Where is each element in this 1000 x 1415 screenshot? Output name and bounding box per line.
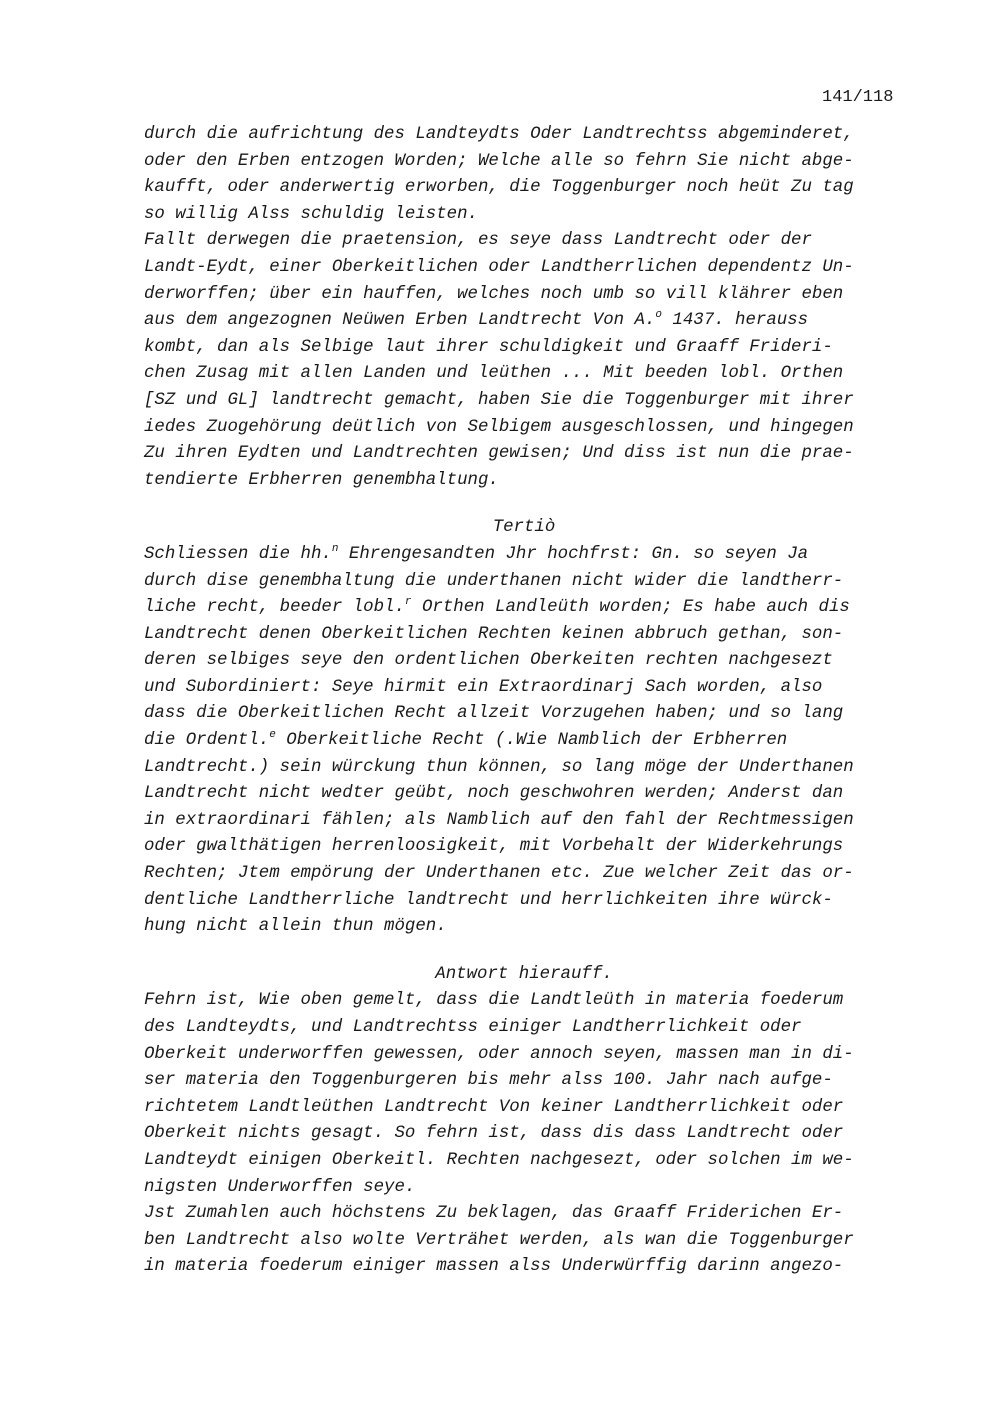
- text-line: Fehrn ist, Wie oben gemelt, dass die Landtleüth in materia foederum: [144, 991, 844, 1011]
- superscript: o: [655, 309, 662, 322]
- paragraph-5: [144, 1201, 934, 1281]
- text-line: Rechten; Jtem empörung der Underthanen etc. Zue welcher Zeit das or-: [144, 864, 854, 884]
- text-line: hung nicht allein thun mögen.: [144, 917, 447, 937]
- text-line: in materia foederum einiger massen alss Underwürffig darinn angezo-: [144, 1257, 844, 1277]
- text-line: Oberkeit underworffen gewessen, oder annoch seyen, massen man in di-: [144, 1044, 854, 1064]
- text-span: Orthen Landleüth worden; Es habe auch dis: [411, 598, 850, 618]
- paragraph-1: [144, 122, 934, 228]
- section-heading-antwort: Antwort hierauff.: [435, 964, 613, 984]
- text-line: Landtrecht nicht wedter geübt, noch geschwohren werden; Anderst dan: [144, 784, 844, 804]
- text-line: Jst Zumahlen auch höchstens Zu beklagen, das Graaff Friderichen Er-: [144, 1204, 844, 1224]
- paragraph-4: [144, 988, 934, 1201]
- text-line: Landtrecht.) sein würckung thun können, so lang möge der Underthanen: [144, 757, 854, 777]
- superscript: r: [404, 596, 412, 609]
- text-line: des Landteydts, und Landtrechtss einiger Landtherrlichkeit oder: [144, 1018, 802, 1037]
- text-line: dentliche Landtherrliche landtrecht und herrlichkeiten ihre würck-: [144, 890, 833, 910]
- page-number: 141/118: [822, 88, 894, 107]
- text-line: [144, 728, 934, 755]
- text-line: ser materia den Toggenburgeren bis mehr alss 100. Jahr nach aufge-: [144, 1071, 833, 1091]
- text-line: Oberkeit nichts gesagt. So fehrn ist, dass dis dass Landtrecht oder: [144, 1124, 844, 1144]
- text-span: liche recht, beeder lobl.: [144, 598, 405, 618]
- text-line: richtetem Landtleüthen Landtrecht Von keiner Landtherrlichkeit oder: [144, 1097, 844, 1117]
- text-line: kaufft, oder anderwertig erworben, die Toggenburger noch heüt Zu tag: [144, 178, 854, 198]
- text-line: [144, 542, 934, 569]
- text-line: [144, 595, 934, 622]
- text-line: deren selbiges seye den ordentlichen Oberkeiten rechten nachgesezt: [144, 651, 833, 671]
- text-line: Landtrecht denen Oberkeitlichen Rechten keinen abbruch gethan, son-: [144, 624, 844, 644]
- text-line: ben Landtrecht also wolte Verträhet werden, als wan die Toggenburger: [144, 1230, 854, 1250]
- superscript: e: [269, 729, 276, 742]
- text-span: Ehrengesandten Jhr hochfrst: Gn. so seyen Ja: [338, 544, 809, 564]
- text-line: durch dise genembhaltung die underthanen nicht wider die landtherr-: [144, 571, 844, 591]
- text-span: Schliessen die hh.: [144, 544, 332, 564]
- section-heading-tertio: Tertiò: [492, 518, 556, 538]
- text-span: Oberkeitliche Recht (.Wie Namblich der Erbherren: [275, 731, 788, 751]
- spacer: [144, 941, 934, 962]
- text-line: derworffen; über ein hauffen, welches noch umb so vill klährer eben: [144, 284, 844, 304]
- text-line: dass die Oberkeitlichen Recht allzeit Vorzugehen haben; und so lang: [144, 704, 844, 724]
- text-line: Landt-Eydt, einer Oberkeitlichen oder Landtherrlichen dependentz Un-: [144, 257, 854, 277]
- text-line: Zu ihren Eydten und Landtrechten gewisen; Und diss ist nun die prae-: [144, 444, 854, 464]
- text-span: aus dem angezognen Neüwen Erben Landtrecht Von A.: [144, 311, 656, 331]
- text-line: und Subordiniert: Seye hirmit ein Extraordinarj Sach worden, also: [144, 677, 823, 697]
- text-line: [SZ und GL] landtrecht gemacht, haben Sie die Toggenburger mit ihrer: [144, 390, 854, 410]
- text-span: die Ordentl.: [144, 731, 270, 751]
- text-line: oder den Erben entzogen Worden; Welche alle so fehrn Sie nicht abge-: [144, 151, 854, 171]
- text-line: nigsten Underworffen seye.: [144, 1177, 416, 1197]
- text-line: kombt, dan als Selbige laut ihrer schuldigkeit und Graaff Frideri-: [144, 337, 833, 357]
- text-line: so willig Alss schuldig leisten.: [144, 204, 478, 224]
- paragraph-3: [144, 542, 934, 941]
- superscript: n: [331, 543, 339, 556]
- text-line: oder gwalthätigen herrenloosigkeit, mit Vorbehalt der Widerkehrungs: [144, 837, 844, 857]
- document-body: [144, 122, 934, 1281]
- paragraph-2: [144, 228, 934, 494]
- text-line: iedes Zuogehörung deütlich von Selbigem ausgeschlossen, und hingegen: [144, 417, 854, 437]
- text-line: Fallt derwegen die praetension, es seye dass Landtrecht oder der: [144, 231, 812, 251]
- text-line: durch die aufrichtung des Landteydts Oder Landtrechtss abgeminderet,: [144, 125, 854, 144]
- text-line: chen Zusag mit allen Landen und leüthen ... Mit beeden lobl. Orthen: [144, 364, 844, 384]
- text-line: tendierte Erbherren genembhaltung.: [144, 470, 499, 490]
- spacer: [144, 494, 934, 515]
- text-line: [144, 308, 934, 335]
- text-line: Landteydt einigen Oberkeitl. Rechten nachgesezt, oder solchen im we-: [144, 1150, 854, 1170]
- text-line: in extraordinari fählen; als Namblich auf den fahl der Rechtmessigen: [144, 810, 854, 830]
- text-span: 1437. herauss: [661, 311, 809, 331]
